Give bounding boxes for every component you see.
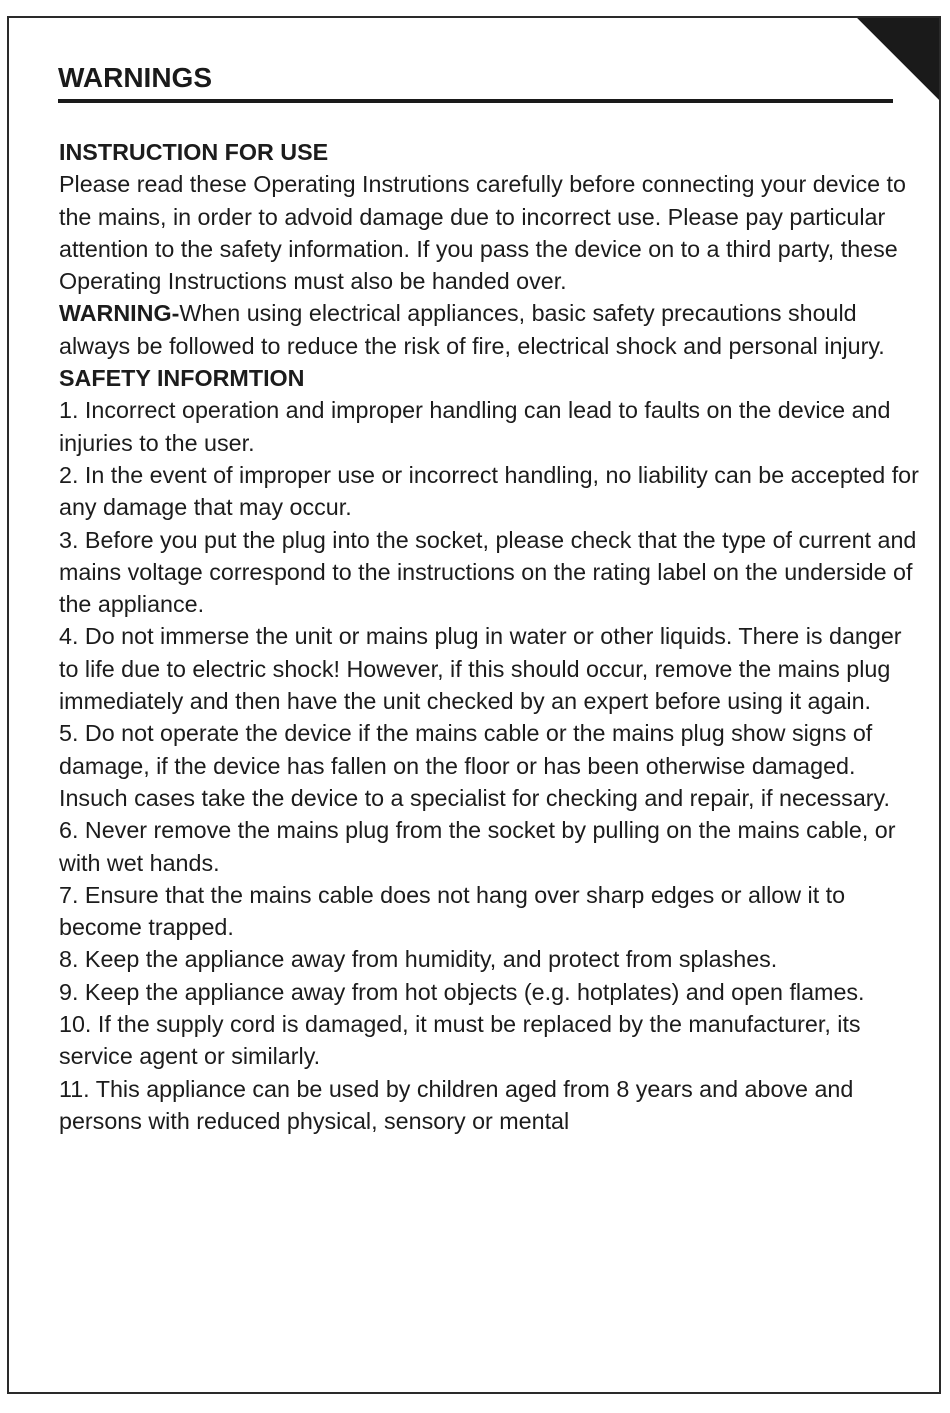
safety-item-6: 6. Never remove the mains plug from the socket by pulling on the mains cable, or with wet hands. — [59, 817, 896, 876]
safety-item-5: 5. Do not operate the device if the mains cable or the mains plug show signs of damage, if the device has fallen on the floor or has been otherwise damaged. Insuch cases take the device to a specialist for checking and repair, if necessary. — [59, 720, 890, 811]
instruction-heading: INSTRUCTION FOR USE — [59, 139, 329, 165]
corner-tab-decoration — [855, 18, 939, 102]
instruction-paragraph: Please read these Operating Instrutions carefully before connecting your device to the mains, in order to advoid damage due to incorrect use. Please pay particular attention to the safety information. If you pass the device on to a third party, these Operating Instructions must also be handed over. — [59, 171, 906, 295]
warning-label: WARNING- — [59, 300, 180, 327]
warning-text: When using electrical appliances, basic safety precautions should always be followed to reduce the risk of fire, electrical shock and personal injury. — [59, 300, 885, 359]
warning-paragraph — [59, 297, 919, 362]
safety-item-1: 1. Incorrect operation and improper handling can lead to faults on the device and injuries to the user. — [59, 397, 891, 456]
safety-item-9: 9. Keep the appliance away from hot objects (e.g. hotplates) and open flames. — [59, 978, 865, 1005]
safety-item-11: 11. This appliance can be used by children aged from 8 years and above and persons with reduced physical, sensory or mental — [59, 1075, 854, 1134]
safety-item-10: 10. If the supply cord is damaged, it must be replaced by the manufacturer, its service agent or similarly. — [59, 1011, 861, 1070]
safety-heading: SAFETY INFORMTION — [59, 365, 305, 392]
document-body — [59, 136, 919, 1137]
safety-item-8: 8. Keep the appliance away from humidity, and protect from splashes. — [59, 946, 778, 973]
title-underline — [58, 99, 893, 103]
safety-item-3: 3. Before you put the plug into the socket, please check that the type of current and mains voltage correspond to the instructions on the rating label on the underside of the appliance. — [59, 526, 917, 618]
safety-item-4: 4. Do not immerse the unit or mains plug in water or other liquids. There is danger to life due to electric shock! However, if this should occur, remove the mains plug immediately and then have the unit checked by an expert before using it again. — [59, 623, 902, 715]
safety-item-2: 2. In the event of improper use or incorrect handling, no liability can be accepted for any damage that may occur. — [59, 461, 919, 521]
safety-item-7: 7. Ensure that the mains cable does not hang over sharp edges or allow it to become trapped. — [59, 881, 846, 941]
page-title: WARNINGS — [58, 62, 212, 93]
